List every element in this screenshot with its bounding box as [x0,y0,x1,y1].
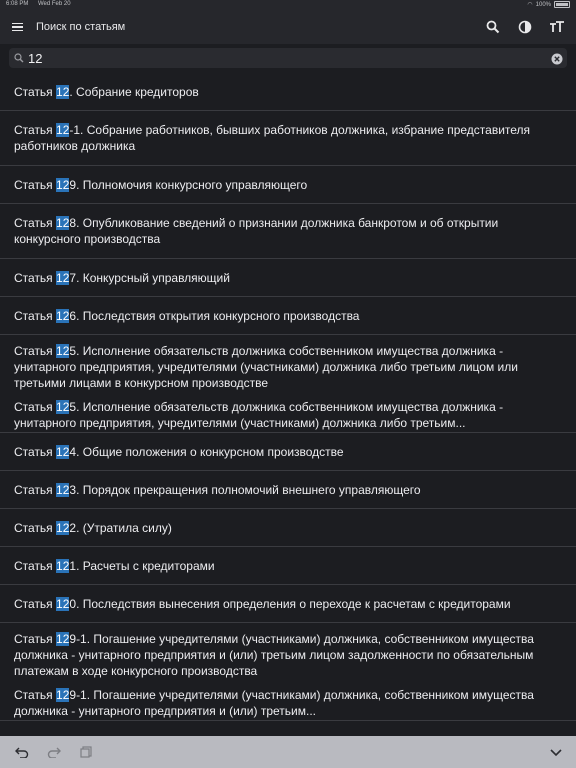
item-text: Статья 129. Полномочия конкурсного управляющего [14,177,308,192]
match-highlight: 12 [56,123,70,137]
item-text: Статья 125. Исполнение обязательств должника собственником имущества должника - унитарного предприятия, учредителями (участниками) должника либо третьим... [14,400,504,430]
top-actions [482,16,568,38]
list-item[interactable] [0,335,576,433]
contrast-icon [518,20,532,34]
item-text: Статья 121. Расчеты с кредиторами [14,558,215,573]
item-text: Статья 129-1. Погашение учредителями (участниками) должника, собственником имущества должника - унитарного предприятия и (или) третьим... [14,688,534,718]
list-item[interactable] [0,623,576,721]
undo-icon [15,746,29,758]
match-highlight: 12 [56,270,70,285]
item-text: Статья 124. Общие положения о конкурсном производстве [14,444,344,459]
list-item[interactable] [0,471,576,509]
keyboard-shortcut-bar [0,736,576,768]
match-highlight: 12 [56,520,70,535]
match-highlight: 12 [56,688,70,702]
clear-button[interactable] [551,52,563,64]
list-item[interactable] [0,204,576,259]
status-time: 6:08 PM [6,1,29,7]
menu-button[interactable] [8,17,28,37]
item-text: Статья 126. Последствия открытия конкурсного производства [14,308,360,323]
hamburger-icon-line [12,30,23,32]
battery-icon [554,1,570,8]
match-highlight: 12 [56,308,70,323]
match-highlight: 12 [56,344,70,358]
item-text: Статья 128. Опубликование сведений о признании должника банкротом и об открытии конкурсного производства [14,216,499,246]
battery-percent: 100% [535,1,551,8]
search-bar [0,44,576,72]
match-highlight: 12 [56,400,70,414]
item-text: Статья 12-1. Собрание работников, бывших работников должника, избрание представителя работников должника [14,123,531,153]
text-size-icon [549,20,565,34]
list-item[interactable] [0,259,576,297]
search-box [9,48,567,68]
top-app-bar [0,10,576,44]
status-bar [0,0,576,10]
list-item[interactable] [0,585,576,623]
search-field-icon [12,51,26,65]
search-input[interactable] [26,51,540,66]
search-button[interactable] [482,16,504,38]
page-title: Поиск по статьям [36,21,126,33]
contrast-button[interactable] [514,16,536,38]
redo-icon [47,746,61,758]
undo-button[interactable] [10,740,34,764]
search-icon [486,20,500,34]
list-item[interactable] [0,111,576,166]
list-item[interactable] [0,73,576,111]
match-highlight: 12 [56,596,70,611]
item-text: Статья 125. Исполнение обязательств должника собственником имущества должника - унитарного предприятия, учредителями (участниками) должника либо третьим лицом или третьими лицами в конкурсном производстве [14,344,518,390]
item-text: Статья 129-1. Погашение учредителями (участниками) должника, собственником имущества должника - унитарного предприятия и (или) третьим лицом задолженности по обязательным платежам в ходе конкурсного производства [14,632,534,678]
item-text: Статья 127. Конкурсный управляющий [14,270,230,285]
hamburger-icon [12,23,23,25]
chevron-down-icon [549,747,563,757]
clipboard-icon [80,746,92,758]
list-item[interactable] [0,297,576,335]
match-highlight: 12 [56,558,70,573]
list-item[interactable] [0,547,576,585]
wifi-icon: ◠ [527,2,533,8]
match-highlight: 12 [56,216,70,230]
paste-button[interactable] [74,740,98,764]
item-text: Статья 12. Собрание кредиторов [14,84,199,99]
list-item[interactable] [0,433,576,471]
list-item[interactable] [0,509,576,547]
text-size-button[interactable] [546,16,568,38]
match-highlight: 12 [56,444,70,459]
clear-icon [551,53,563,65]
status-right [527,1,570,8]
match-highlight: 12 [56,482,70,497]
list-item[interactable] [0,166,576,204]
match-highlight: 12 [56,84,70,99]
redo-button[interactable] [42,740,66,764]
status-date: Wed Feb 20 [38,1,71,7]
results-list [0,73,576,721]
hide-keyboard-button[interactable] [544,740,568,764]
hamburger-icon-line [12,26,23,28]
item-text: Статья 120. Последствия вынесения определения о переходе к расчетам с кредиторами [14,596,511,611]
match-highlight: 12 [56,177,70,192]
item-text: Статья 123. Порядок прекращения полномочий внешнего управляющего [14,482,421,497]
item-text: Статья 122. (Утратила силу) [14,520,172,535]
match-highlight: 12 [56,632,70,646]
